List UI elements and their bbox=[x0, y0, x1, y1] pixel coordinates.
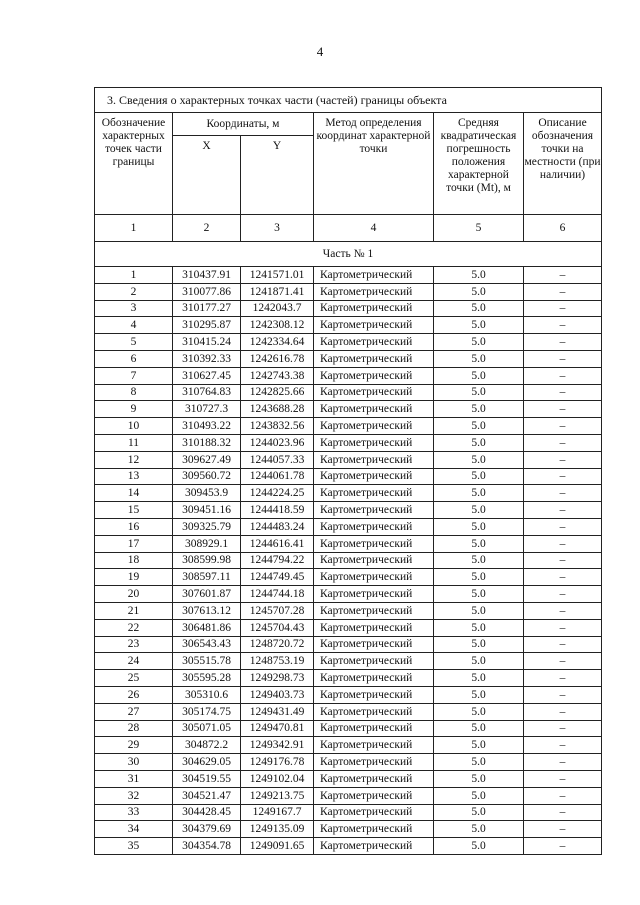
part-row bbox=[95, 242, 602, 267]
point-number-cell: 6 bbox=[95, 350, 173, 367]
accuracy-cell: 5.0 bbox=[434, 267, 524, 284]
coord-y-cell: 1249342.91 bbox=[241, 737, 314, 754]
coord-y-cell: 1249176.78 bbox=[241, 754, 314, 771]
section-title: 3. Сведения о характерных точках части (частей) границы объекта bbox=[95, 88, 602, 113]
accuracy-cell: 5.0 bbox=[434, 401, 524, 418]
accuracy-cell: 5.0 bbox=[434, 300, 524, 317]
table-row bbox=[95, 300, 602, 317]
coord-y-cell: 1249431.49 bbox=[241, 703, 314, 720]
coord-x-cell: 304379.69 bbox=[173, 821, 241, 838]
point-number-cell: 27 bbox=[95, 703, 173, 720]
point-number-cell: 12 bbox=[95, 451, 173, 468]
point-number-cell: 32 bbox=[95, 787, 173, 804]
description-cell: – bbox=[524, 334, 602, 351]
accuracy-cell: 5.0 bbox=[434, 334, 524, 351]
accuracy-cell: 5.0 bbox=[434, 485, 524, 502]
method-cell: Картометрический bbox=[314, 367, 434, 384]
point-number-cell: 2 bbox=[95, 283, 173, 300]
point-number-cell: 15 bbox=[95, 502, 173, 519]
table-row bbox=[95, 720, 602, 737]
method-cell: Картометрический bbox=[314, 838, 434, 855]
accuracy-cell: 5.0 bbox=[434, 518, 524, 535]
boundary-points-table bbox=[94, 87, 602, 855]
table-row bbox=[95, 636, 602, 653]
description-cell: – bbox=[524, 552, 602, 569]
coord-x-cell: 305310.6 bbox=[173, 686, 241, 703]
point-number-cell: 30 bbox=[95, 754, 173, 771]
point-number-cell: 1 bbox=[95, 267, 173, 284]
point-number-cell: 11 bbox=[95, 434, 173, 451]
description-cell: – bbox=[524, 821, 602, 838]
coord-y-cell: 1244744.18 bbox=[241, 586, 314, 603]
column-number: 6 bbox=[524, 215, 602, 242]
description-cell: – bbox=[524, 636, 602, 653]
description-cell: – bbox=[524, 569, 602, 586]
coord-y-cell: 1242616.78 bbox=[241, 350, 314, 367]
point-number-cell: 19 bbox=[95, 569, 173, 586]
header-description: Описание обозначения точки на местности (при наличии) bbox=[524, 113, 602, 215]
coord-x-cell: 304872.2 bbox=[173, 737, 241, 754]
coord-x-cell: 307601.87 bbox=[173, 586, 241, 603]
coord-y-cell: 1248753.19 bbox=[241, 653, 314, 670]
accuracy-cell: 5.0 bbox=[434, 602, 524, 619]
description-cell: – bbox=[524, 485, 602, 502]
coord-x-cell: 308597.11 bbox=[173, 569, 241, 586]
coord-x-cell: 305515.78 bbox=[173, 653, 241, 670]
accuracy-cell: 5.0 bbox=[434, 686, 524, 703]
point-number-cell: 26 bbox=[95, 686, 173, 703]
description-cell: – bbox=[524, 619, 602, 636]
coord-x-cell: 310177.27 bbox=[173, 300, 241, 317]
table-row bbox=[95, 619, 602, 636]
coord-y-cell: 1241871.41 bbox=[241, 283, 314, 300]
table-row bbox=[95, 821, 602, 838]
point-number-cell: 17 bbox=[95, 535, 173, 552]
table-row bbox=[95, 451, 602, 468]
header-accuracy: Средняя квадратическая погрешность положения характерной точки (Mt), м bbox=[434, 113, 524, 215]
accuracy-cell: 5.0 bbox=[434, 821, 524, 838]
coord-y-cell: 1249213.75 bbox=[241, 787, 314, 804]
coord-y-cell: 1244061.78 bbox=[241, 468, 314, 485]
method-cell: Картометрический bbox=[314, 737, 434, 754]
point-number-cell: 13 bbox=[95, 468, 173, 485]
point-number-cell: 16 bbox=[95, 518, 173, 535]
column-number: 3 bbox=[241, 215, 314, 242]
description-cell: – bbox=[524, 804, 602, 821]
table-row bbox=[95, 518, 602, 535]
accuracy-cell: 5.0 bbox=[434, 350, 524, 367]
description-cell: – bbox=[524, 670, 602, 687]
method-cell: Картометрический bbox=[314, 334, 434, 351]
point-number-cell: 4 bbox=[95, 317, 173, 334]
coord-y-cell: 1248720.72 bbox=[241, 636, 314, 653]
accuracy-cell: 5.0 bbox=[434, 552, 524, 569]
table-row bbox=[95, 703, 602, 720]
accuracy-cell: 5.0 bbox=[434, 367, 524, 384]
table-row bbox=[95, 586, 602, 603]
table-row bbox=[95, 653, 602, 670]
coord-y-cell: 1249298.73 bbox=[241, 670, 314, 687]
coord-x-cell: 304428.45 bbox=[173, 804, 241, 821]
coord-x-cell: 304521.47 bbox=[173, 787, 241, 804]
coord-x-cell: 309560.72 bbox=[173, 468, 241, 485]
coord-y-cell: 1242825.66 bbox=[241, 384, 314, 401]
coord-y-cell: 1244224.25 bbox=[241, 485, 314, 502]
coord-x-cell: 309325.79 bbox=[173, 518, 241, 535]
description-cell: – bbox=[524, 418, 602, 435]
coord-x-cell: 310493.22 bbox=[173, 418, 241, 435]
accuracy-cell: 5.0 bbox=[434, 720, 524, 737]
point-number-cell: 20 bbox=[95, 586, 173, 603]
coord-y-cell: 1249167.7 bbox=[241, 804, 314, 821]
coord-x-cell: 310764.83 bbox=[173, 384, 241, 401]
coord-x-cell: 310188.32 bbox=[173, 434, 241, 451]
table-row bbox=[95, 804, 602, 821]
header-y: Y bbox=[241, 136, 314, 215]
accuracy-cell: 5.0 bbox=[434, 670, 524, 687]
method-cell: Картометрический bbox=[314, 552, 434, 569]
coord-y-cell: 1241571.01 bbox=[241, 267, 314, 284]
description-cell: – bbox=[524, 535, 602, 552]
accuracy-cell: 5.0 bbox=[434, 653, 524, 670]
coord-y-cell: 1242308.12 bbox=[241, 317, 314, 334]
table-row bbox=[95, 770, 602, 787]
method-cell: Картометрический bbox=[314, 703, 434, 720]
coord-x-cell: 309627.49 bbox=[173, 451, 241, 468]
accuracy-cell: 5.0 bbox=[434, 384, 524, 401]
table-row bbox=[95, 787, 602, 804]
accuracy-cell: 5.0 bbox=[434, 317, 524, 334]
method-cell: Картометрический bbox=[314, 451, 434, 468]
method-cell: Картометрический bbox=[314, 636, 434, 653]
description-cell: – bbox=[524, 602, 602, 619]
table-row bbox=[95, 418, 602, 435]
table-row bbox=[95, 485, 602, 502]
method-cell: Картометрический bbox=[314, 468, 434, 485]
accuracy-cell: 5.0 bbox=[434, 636, 524, 653]
coord-y-cell: 1244616.41 bbox=[241, 535, 314, 552]
description-cell: – bbox=[524, 787, 602, 804]
method-cell: Картометрический bbox=[314, 300, 434, 317]
method-cell: Картометрический bbox=[314, 317, 434, 334]
column-number: 2 bbox=[173, 215, 241, 242]
point-number-cell: 29 bbox=[95, 737, 173, 754]
table-row bbox=[95, 535, 602, 552]
accuracy-cell: 5.0 bbox=[434, 787, 524, 804]
accuracy-cell: 5.0 bbox=[434, 703, 524, 720]
accuracy-cell: 5.0 bbox=[434, 619, 524, 636]
table-row bbox=[95, 317, 602, 334]
description-cell: – bbox=[524, 720, 602, 737]
coord-x-cell: 309451.16 bbox=[173, 502, 241, 519]
description-cell: – bbox=[524, 737, 602, 754]
coord-y-cell: 1243688.28 bbox=[241, 401, 314, 418]
coord-x-cell: 310295.87 bbox=[173, 317, 241, 334]
accuracy-cell: 5.0 bbox=[434, 804, 524, 821]
description-cell: – bbox=[524, 686, 602, 703]
coord-y-cell: 1245704.43 bbox=[241, 619, 314, 636]
accuracy-cell: 5.0 bbox=[434, 838, 524, 855]
description-cell: – bbox=[524, 267, 602, 284]
coord-x-cell: 305595.28 bbox=[173, 670, 241, 687]
coord-x-cell: 310077.86 bbox=[173, 283, 241, 300]
method-cell: Картометрический bbox=[314, 485, 434, 502]
coord-x-cell: 306543.43 bbox=[173, 636, 241, 653]
method-cell: Картометрический bbox=[314, 821, 434, 838]
description-cell: – bbox=[524, 401, 602, 418]
point-number-cell: 5 bbox=[95, 334, 173, 351]
accuracy-cell: 5.0 bbox=[434, 418, 524, 435]
method-cell: Картометрический bbox=[314, 535, 434, 552]
coord-y-cell: 1243832.56 bbox=[241, 418, 314, 435]
table-row bbox=[95, 350, 602, 367]
column-number-row bbox=[95, 215, 602, 242]
coord-y-cell: 1244749.45 bbox=[241, 569, 314, 586]
point-number-cell: 28 bbox=[95, 720, 173, 737]
coord-y-cell: 1244418.59 bbox=[241, 502, 314, 519]
method-cell: Картометрический bbox=[314, 619, 434, 636]
column-number: 5 bbox=[434, 215, 524, 242]
header-coordinates: Координаты, м bbox=[173, 113, 314, 136]
accuracy-cell: 5.0 bbox=[434, 451, 524, 468]
point-number-cell: 35 bbox=[95, 838, 173, 855]
table-row bbox=[95, 367, 602, 384]
table-row bbox=[95, 434, 602, 451]
description-cell: – bbox=[524, 838, 602, 855]
description-cell: – bbox=[524, 770, 602, 787]
column-number: 1 bbox=[95, 215, 173, 242]
table-row bbox=[95, 569, 602, 586]
table-row bbox=[95, 468, 602, 485]
method-cell: Картометрический bbox=[314, 804, 434, 821]
description-cell: – bbox=[524, 384, 602, 401]
point-number-cell: 10 bbox=[95, 418, 173, 435]
table-row bbox=[95, 384, 602, 401]
description-cell: – bbox=[524, 434, 602, 451]
method-cell: Картометрический bbox=[314, 401, 434, 418]
coord-y-cell: 1249091.65 bbox=[241, 838, 314, 855]
description-cell: – bbox=[524, 300, 602, 317]
coord-x-cell: 310437.91 bbox=[173, 267, 241, 284]
coord-x-cell: 308929.1 bbox=[173, 535, 241, 552]
point-number-cell: 25 bbox=[95, 670, 173, 687]
table-row bbox=[95, 502, 602, 519]
accuracy-cell: 5.0 bbox=[434, 586, 524, 603]
method-cell: Картометрический bbox=[314, 602, 434, 619]
column-number: 4 bbox=[314, 215, 434, 242]
point-number-cell: 3 bbox=[95, 300, 173, 317]
method-cell: Картометрический bbox=[314, 518, 434, 535]
coord-y-cell: 1242043.7 bbox=[241, 300, 314, 317]
table-row bbox=[95, 602, 602, 619]
table-row bbox=[95, 401, 602, 418]
description-cell: – bbox=[524, 754, 602, 771]
description-cell: – bbox=[524, 468, 602, 485]
method-cell: Картометрический bbox=[314, 267, 434, 284]
coord-x-cell: 305071.05 bbox=[173, 720, 241, 737]
method-cell: Картометрический bbox=[314, 283, 434, 300]
point-number-cell: 34 bbox=[95, 821, 173, 838]
table-row bbox=[95, 754, 602, 771]
method-cell: Картометрический bbox=[314, 787, 434, 804]
table-row bbox=[95, 552, 602, 569]
coord-x-cell: 304519.55 bbox=[173, 770, 241, 787]
accuracy-cell: 5.0 bbox=[434, 569, 524, 586]
coord-x-cell: 310392.33 bbox=[173, 350, 241, 367]
header-designation: Обозначение характерных точек части границы bbox=[95, 113, 173, 215]
method-cell: Картометрический bbox=[314, 434, 434, 451]
part-label: Часть № 1 bbox=[95, 242, 602, 267]
header-method: Метод определения координат характерной точки bbox=[314, 113, 434, 215]
method-cell: Картометрический bbox=[314, 569, 434, 586]
coord-x-cell: 307613.12 bbox=[173, 602, 241, 619]
point-number-cell: 23 bbox=[95, 636, 173, 653]
point-number-cell: 21 bbox=[95, 602, 173, 619]
coord-x-cell: 310727.3 bbox=[173, 401, 241, 418]
description-cell: – bbox=[524, 653, 602, 670]
accuracy-cell: 5.0 bbox=[434, 434, 524, 451]
point-number-cell: 8 bbox=[95, 384, 173, 401]
coord-x-cell: 309453.9 bbox=[173, 485, 241, 502]
header-x: X bbox=[173, 136, 241, 215]
point-number-cell: 7 bbox=[95, 367, 173, 384]
point-number-cell: 22 bbox=[95, 619, 173, 636]
accuracy-cell: 5.0 bbox=[434, 468, 524, 485]
method-cell: Картометрический bbox=[314, 384, 434, 401]
description-cell: – bbox=[524, 283, 602, 300]
coord-x-cell: 310415.24 bbox=[173, 334, 241, 351]
coord-y-cell: 1244057.33 bbox=[241, 451, 314, 468]
method-cell: Картометрический bbox=[314, 686, 434, 703]
coord-y-cell: 1244023.96 bbox=[241, 434, 314, 451]
point-number-cell: 14 bbox=[95, 485, 173, 502]
coord-y-cell: 1242334.64 bbox=[241, 334, 314, 351]
table-row bbox=[95, 267, 602, 284]
table-row bbox=[95, 838, 602, 855]
coord-y-cell: 1249403.73 bbox=[241, 686, 314, 703]
coord-x-cell: 304354.78 bbox=[173, 838, 241, 855]
method-cell: Картометрический bbox=[314, 586, 434, 603]
coord-y-cell: 1249470.81 bbox=[241, 720, 314, 737]
coord-y-cell: 1244794.22 bbox=[241, 552, 314, 569]
method-cell: Картометрический bbox=[314, 754, 434, 771]
coord-x-cell: 304629.05 bbox=[173, 754, 241, 771]
page-number: 4 bbox=[316, 44, 324, 59]
method-cell: Картометрический bbox=[314, 670, 434, 687]
accuracy-cell: 5.0 bbox=[434, 283, 524, 300]
coord-y-cell: 1244483.24 bbox=[241, 518, 314, 535]
method-cell: Картометрический bbox=[314, 350, 434, 367]
description-cell: – bbox=[524, 317, 602, 334]
point-number-cell: 33 bbox=[95, 804, 173, 821]
description-cell: – bbox=[524, 451, 602, 468]
description-cell: – bbox=[524, 350, 602, 367]
coord-x-cell: 310627.45 bbox=[173, 367, 241, 384]
accuracy-cell: 5.0 bbox=[434, 770, 524, 787]
method-cell: Картометрический bbox=[314, 720, 434, 737]
accuracy-cell: 5.0 bbox=[434, 754, 524, 771]
coord-x-cell: 308599.98 bbox=[173, 552, 241, 569]
coord-x-cell: 306481.86 bbox=[173, 619, 241, 636]
description-cell: – bbox=[524, 586, 602, 603]
point-number-cell: 9 bbox=[95, 401, 173, 418]
table-row bbox=[95, 737, 602, 754]
coord-y-cell: 1249102.04 bbox=[241, 770, 314, 787]
method-cell: Картометрический bbox=[314, 653, 434, 670]
coord-y-cell: 1249135.09 bbox=[241, 821, 314, 838]
point-number-cell: 31 bbox=[95, 770, 173, 787]
description-cell: – bbox=[524, 703, 602, 720]
table-row bbox=[95, 670, 602, 687]
coord-y-cell: 1242743.38 bbox=[241, 367, 314, 384]
point-number-cell: 24 bbox=[95, 653, 173, 670]
description-cell: – bbox=[524, 367, 602, 384]
table-row bbox=[95, 686, 602, 703]
accuracy-cell: 5.0 bbox=[434, 535, 524, 552]
boundary-points-sheet bbox=[94, 87, 601, 855]
method-cell: Картометрический bbox=[314, 770, 434, 787]
description-cell: – bbox=[524, 518, 602, 535]
coord-x-cell: 305174.75 bbox=[173, 703, 241, 720]
method-cell: Картометрический bbox=[314, 418, 434, 435]
description-cell: – bbox=[524, 502, 602, 519]
accuracy-cell: 5.0 bbox=[434, 737, 524, 754]
table-row bbox=[95, 283, 602, 300]
point-number-cell: 18 bbox=[95, 552, 173, 569]
points-table-body bbox=[95, 267, 602, 855]
accuracy-cell: 5.0 bbox=[434, 502, 524, 519]
table-row bbox=[95, 334, 602, 351]
method-cell: Картометрический bbox=[314, 502, 434, 519]
coord-y-cell: 1245707.28 bbox=[241, 602, 314, 619]
